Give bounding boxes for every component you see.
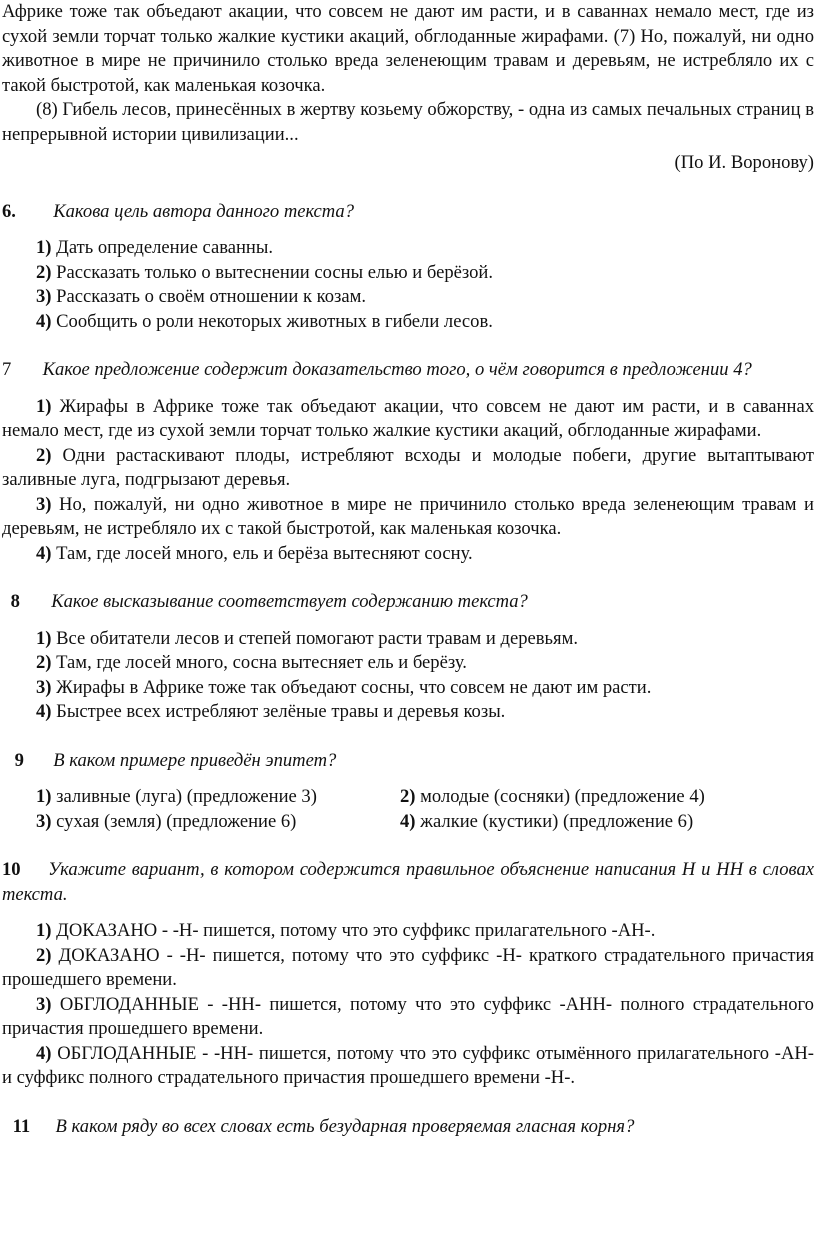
option-text: ДОКАЗАНО - -Н- пишется, потому что это суффикс прилагательного -АН-.: [56, 920, 656, 941]
answer-option[interactable]: [2, 285, 814, 310]
option-number: 1): [36, 395, 52, 417]
question-text: В каком ряду во всех словах есть безударная проверяемая гласная корня?: [55, 1115, 635, 1137]
answer-option[interactable]: [400, 785, 814, 810]
option-number: 4): [36, 542, 52, 564]
option-text: Рассказать только о вытеснении сосны елью и берёзой.: [56, 261, 494, 283]
option-text: ОБГЛОДАННЫЕ - -НН- пишется, потому что это суффикс отымённого прилагательного -АН- и суффикс полного страдательного причастия прошедшего времени -Н-.: [2, 1042, 814, 1088]
answer-option[interactable]: [2, 651, 814, 676]
answer-option[interactable]: [2, 542, 814, 567]
answer-option[interactable]: [36, 810, 400, 835]
option-text: Быстрее всех истребляют зелёные травы и деревья козы.: [56, 701, 506, 722]
option-number: 1): [36, 786, 52, 807]
answer-option[interactable]: [2, 261, 814, 286]
option-number: 3): [36, 493, 52, 515]
answer-option[interactable]: [2, 676, 814, 701]
answer-option[interactable]: [2, 944, 814, 993]
question-6: [2, 200, 814, 225]
option-number: 4): [36, 310, 52, 332]
answer-option[interactable]: [2, 395, 814, 444]
option-number: 3): [36, 993, 52, 1015]
question-11: [2, 1115, 814, 1140]
question-10: [2, 858, 814, 907]
option-text: Одни растаскивают плоды, истребляют всходы и молодые побеги, другие вытаптывают заливные луга, подгрызают деревья.: [2, 444, 814, 490]
question-text: Какое высказывание соответствует содержанию текста?: [51, 591, 528, 612]
question-text: Какова цель автора данного текста?: [53, 200, 355, 222]
option-number: 1): [36, 237, 52, 258]
question-7: [2, 358, 814, 383]
question-number: 6.: [2, 200, 16, 222]
option-number: 2): [400, 786, 416, 807]
answer-option[interactable]: [2, 310, 814, 335]
option-number: 1): [36, 920, 52, 941]
question-9: [2, 749, 814, 774]
answer-option[interactable]: [36, 785, 400, 810]
option-number: 2): [36, 444, 52, 466]
option-number: 4): [36, 1042, 52, 1064]
answer-option[interactable]: [2, 236, 814, 261]
passage-paragraph: Африке тоже так объедают акации, что совсем не дают им расти, и в саваннах немало мест, где из сухой земли торчат только жалкие кустики акаций, обглоданные жирафами. (7) Но, пожалуй, ни одно животное в мире не причинило столько вреда зеленеющим травам и деревьям, не истребляло их с такой быстротой, как маленькая козочка.: [2, 1, 814, 96]
answer-option[interactable]: [400, 810, 814, 835]
option-number: 4): [36, 701, 52, 722]
option-text: Там, где лосей много, сосна вытесняет ель и берёзу.: [56, 652, 467, 673]
option-text: Там, где лосей много, ель и берёза вытесняют сосну.: [56, 542, 473, 564]
question-text: Укажите вариант, в котором содержится правильное объяснение написания Н и НН в словах текста.: [2, 859, 814, 905]
option-text: Жирафы в Африке тоже так объедают акации, что совсем не дают им расти, и в саваннах немало мест, где из сухой земли торчат только жалкие кустики акаций, обглоданные жирафами.: [2, 395, 814, 441]
passage-source: (По И. Воронову): [674, 152, 814, 173]
answer-option[interactable]: [2, 1042, 814, 1091]
answer-option[interactable]: [2, 919, 814, 944]
question-text: В каком примере приведён эпитет?: [53, 749, 337, 771]
option-text: ОБГЛОДАННЫЕ - -НН- пишется, потому что это суффикс -АНН- полного страдательного причастия прошедшего времени.: [2, 993, 814, 1039]
question-number: 10: [2, 859, 21, 880]
answer-option[interactable]: [2, 627, 814, 652]
option-text: заливные (луга) (предложение 3): [56, 786, 317, 807]
option-number: 3): [36, 810, 52, 832]
option-text: Дать определение саванны.: [56, 237, 274, 258]
option-number: 2): [36, 261, 52, 283]
option-text: молодые (сосняки) (предложение 4): [420, 786, 705, 807]
option-text: Жирафы в Африке тоже так объедают сосны, что совсем не дают им расти.: [56, 676, 652, 698]
answer-option[interactable]: [2, 444, 814, 493]
option-text: ДОКАЗАНО - -Н- пишется, потому что это суффикс -Н- краткого страдательного причастия прошедшего времени.: [2, 944, 814, 990]
option-text: Все обитатели лесов и степей помогают расти травам и деревьям.: [56, 627, 579, 649]
option-number: 4): [400, 810, 416, 832]
option-number: 3): [36, 286, 52, 307]
option-number: 3): [36, 676, 52, 698]
option-number: 1): [36, 627, 52, 649]
options-row: [2, 785, 814, 810]
answer-option[interactable]: [2, 493, 814, 542]
option-number: 2): [36, 944, 52, 966]
options-row: [2, 810, 814, 835]
answer-option[interactable]: [2, 993, 814, 1042]
question-text: Какое предложение содержит доказательство того, о чём говорится в предложении 4?: [42, 359, 752, 380]
option-text: Но, пожалуй, ни одно животное в мире не причинило столько вреда зеленеющим травам и деревьям, не истребляло их с такой быстротой, как маленькая козочка.: [2, 493, 814, 539]
question-number: 7: [2, 359, 12, 380]
option-text: Сообщить о роли некоторых животных в гибели лесов.: [56, 310, 493, 332]
option-text: Рассказать о своём отношении к козам.: [56, 286, 367, 307]
option-text: жалкие (кустики) (предложение 6): [420, 810, 694, 832]
question-8: [2, 590, 814, 615]
answer-option[interactable]: [2, 700, 814, 725]
question-number: 8: [10, 591, 20, 612]
option-text: сухая (земля) (предложение 6): [56, 810, 297, 832]
option-number: 2): [36, 652, 52, 673]
question-number: 11: [12, 1115, 31, 1137]
passage-paragraph: (8) Гибель лесов, принесённых в жертву козьему обжорству, - одна из самых печальных страниц в непрерывной истории цивилизации...: [2, 99, 814, 145]
question-number: 9: [14, 749, 24, 771]
